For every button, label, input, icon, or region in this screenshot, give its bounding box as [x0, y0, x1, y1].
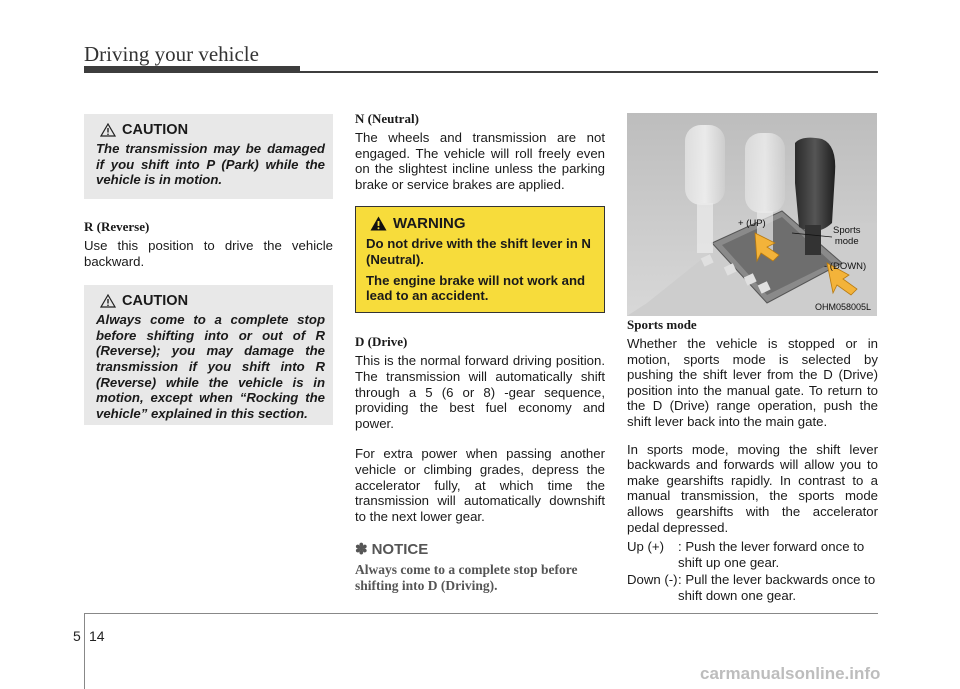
warning-box — [355, 206, 605, 313]
list-desc-down: : Pull the lever backwards once to shift down one gear. — [678, 572, 876, 603]
warning-triangle-icon — [370, 216, 387, 231]
drive-text-1: This is the normal forward driving position. The transmission will automatically shift through a 5 (6 or 8) -gear sequence, providing the best fuel economy and power. — [355, 353, 605, 431]
warning-triangle-icon — [100, 123, 116, 137]
notice-heading-text: NOTICE — [371, 540, 429, 558]
shift-lever-figure — [627, 113, 877, 316]
middle-column — [355, 111, 605, 594]
notice-heading — [355, 540, 605, 558]
warning-line-2: The engine brake will not work and lead to an accident. — [366, 272, 586, 304]
page-number: 14 — [89, 628, 105, 644]
notice-star-icon: ✽ — [355, 541, 368, 559]
neutral-text: The wheels and transmission are not engaged. The vehicle will roll freely even on the slightest incline unless the parking brake or service brakes are applied. — [355, 130, 605, 192]
left-column — [84, 114, 333, 425]
label-sports-line2: mode — [834, 236, 859, 247]
figure-code: OHM058005L — [814, 302, 871, 312]
caution-body: Always come to a complete stop before shifting into or out of R (Reverse); you may damage the transmission if you shift into R (Reverse) while the vehicle is in motion, except when “Rocking the vehicle” explained in this section. — [96, 312, 325, 421]
reverse-section — [84, 219, 333, 269]
drive-text-2: For extra power when passing another vehicle or climbing grades, depress the accelerator fully, at which time the transmission will automatically downshift to the next lower gear. — [355, 446, 605, 524]
caution-body: The transmission may be damaged if you shift into P (Park) while the vehicle is in motion. — [96, 141, 325, 188]
caution-heading — [100, 122, 325, 138]
header-rule — [300, 71, 878, 73]
list-desc-up: : Push the lever forward once to shift up one gear. — [678, 539, 865, 570]
notice-section — [355, 540, 605, 594]
label-sports-line1: Sports — [833, 225, 861, 236]
reverse-text: Use this position to drive the vehicle backward. — [84, 238, 333, 269]
shift-lever-illustration — [627, 113, 877, 316]
list-term-up: Up (+) — [627, 539, 665, 555]
sports-heading: Sports mode — [627, 317, 697, 332]
warning-heading — [370, 215, 596, 232]
neutral-heading: N (Neutral) — [355, 111, 419, 126]
caution-box-park — [84, 114, 333, 199]
footer-divider — [84, 613, 85, 689]
warning-line-1: Do not drive with the shift lever in N (Neutral). — [366, 236, 591, 267]
warning-heading-text: WARNING — [393, 215, 466, 233]
watermark: carmanualsonline.info — [700, 664, 881, 683]
header-title: Driving your vehicle — [84, 42, 259, 66]
label-up: + (UP) — [738, 218, 766, 229]
label-down: - (DOWN) — [824, 261, 867, 272]
caution-heading-text: CAUTION — [122, 293, 189, 310]
chapter-number: 5 — [73, 628, 81, 644]
warning-body — [366, 236, 596, 303]
notice-text: Always come to a complete stop before shifting into D (Driving). — [355, 562, 578, 594]
label-sports — [833, 225, 860, 247]
header-bar — [84, 66, 300, 73]
list-item-up — [627, 539, 878, 570]
reverse-heading: R (Reverse) — [84, 219, 150, 234]
drive-heading: D (Drive) — [355, 334, 408, 350]
caution-heading — [100, 293, 325, 309]
warning-triangle-icon — [100, 294, 116, 308]
list-item-down — [627, 572, 878, 603]
caution-heading-text: CAUTION — [122, 122, 189, 138]
right-column — [627, 317, 878, 606]
footer-rule — [84, 613, 878, 614]
sports-text-2: In sports mode, moving the shift lever backwards and forwards will allow you to make gearshifts rapidly. In contrast to a manual transmission, the sports mode allows gearshifts with the accelerator pedal depressed. — [627, 441, 878, 535]
caution-box-reverse — [84, 285, 333, 425]
list-term-down: Down (-) — [627, 572, 678, 588]
drive-section — [355, 334, 605, 524]
sports-text-1: Whether the vehicle is stopped or in motion, sports mode is selected by pushing the shift lever from the D (Drive) position into the manual gate. To return to the D (Drive) range operation, push the shift lever back into the main gate. — [627, 336, 878, 429]
